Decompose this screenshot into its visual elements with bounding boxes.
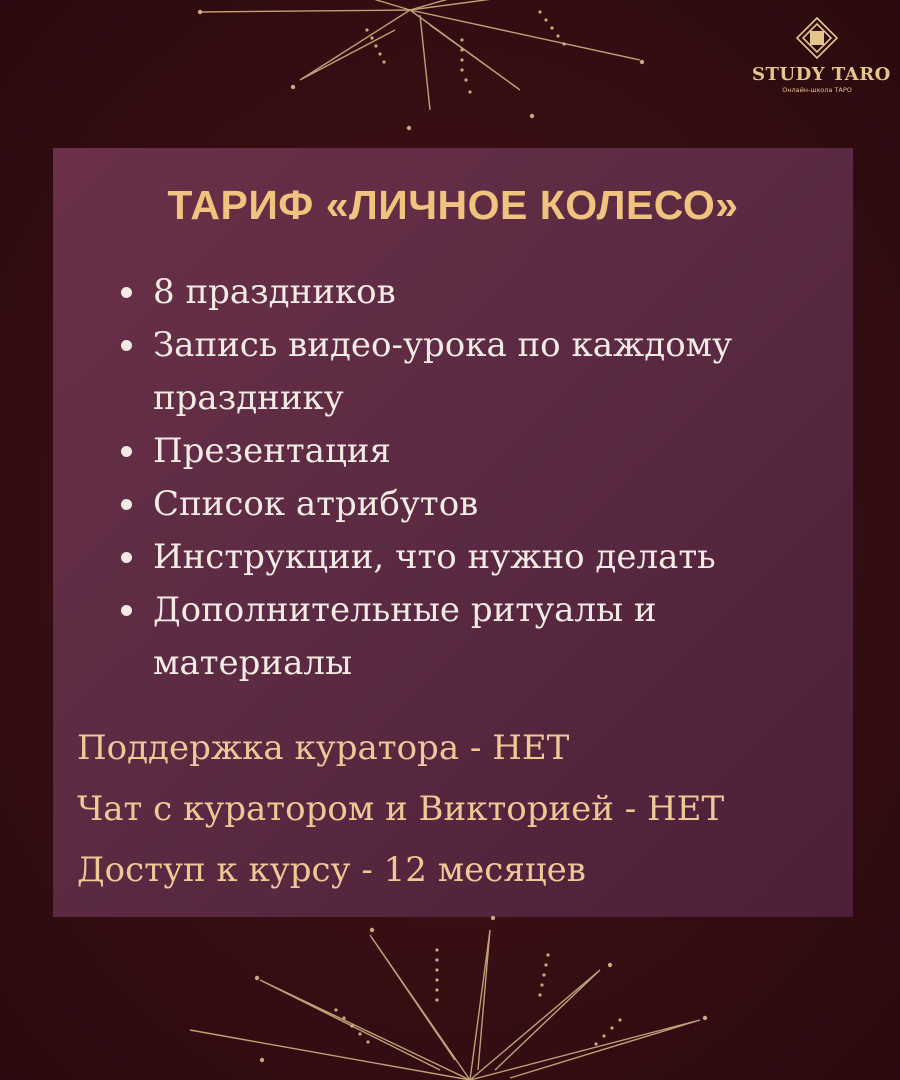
tariff-conditions xyxy=(77,718,837,901)
feature-text: Запись видео-урока по каждому празднику xyxy=(153,325,733,418)
bullet-icon xyxy=(121,605,132,616)
bullet-icon xyxy=(121,499,132,510)
condition-chat-access: Чат с куратором и Викторией - НЕТ xyxy=(77,789,725,829)
bullet-icon xyxy=(121,287,132,298)
bullet-icon xyxy=(121,340,132,351)
feature-text: Дополнительные ритуалы и материалы xyxy=(153,590,657,683)
logo-title: STUDY TARO xyxy=(752,64,891,85)
feature-item xyxy=(153,319,813,425)
feature-text: Презентация xyxy=(153,431,391,471)
starburst-bottom-ornament xyxy=(0,910,900,1080)
feature-item xyxy=(153,266,813,319)
tariff-card xyxy=(53,148,853,917)
feature-text: Список атрибутов xyxy=(153,484,479,524)
feature-list xyxy=(153,266,813,690)
feature-text: Инструкции, что нужно делать xyxy=(153,537,716,577)
feature-item xyxy=(153,531,813,584)
bullet-icon xyxy=(121,446,132,457)
feature-item xyxy=(153,478,813,531)
feature-item xyxy=(153,425,813,478)
condition-course-access: Доступ к курсу - 12 месяцев xyxy=(77,850,586,890)
diamond-emblem-icon xyxy=(795,16,839,60)
condition-curator-support: Поддержка куратора - НЕТ xyxy=(77,728,570,768)
study-taro-logo xyxy=(752,16,891,95)
bullet-icon xyxy=(121,552,132,563)
tariff-title: ТАРИФ «ЛИЧНОЕ КОЛЕСО» xyxy=(167,182,739,228)
feature-text: 8 праздников xyxy=(153,272,396,312)
logo-subtitle: Онлайн-школа ТАРО xyxy=(782,86,852,94)
feature-item xyxy=(153,584,813,690)
